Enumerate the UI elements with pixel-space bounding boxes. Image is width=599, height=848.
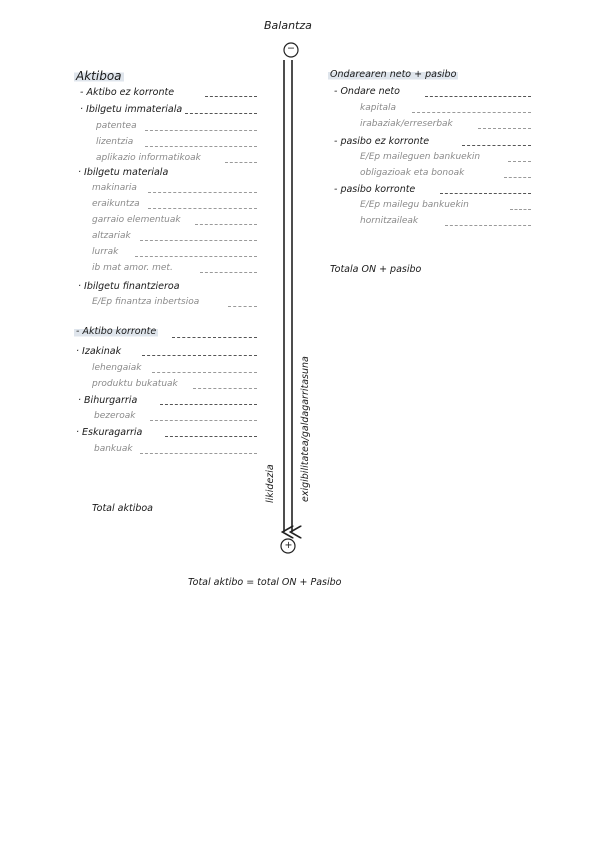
list-item: patentea: [96, 121, 137, 131]
list-item: eraikuntza: [92, 199, 140, 209]
list-item: produktu bukatuak: [92, 379, 178, 389]
inventories-label: · Izakinak: [76, 346, 122, 357]
list-item: aplikazio informatikoak: [96, 153, 201, 163]
financial-assets-label: · Ibilgetu finantzieroa: [78, 281, 180, 292]
list-item: E/Ep maileguen bankuekin: [360, 152, 481, 162]
list-item: kapitala: [360, 103, 396, 113]
current-liabilities-label: - pasibo korronte: [334, 184, 416, 195]
non-current-liabilities-label: - pasibo ez korronte: [334, 136, 430, 147]
minus-sign: −: [287, 43, 295, 54]
list-item: ib mat amor. met.: [92, 263, 173, 273]
list-item: bankuak: [94, 444, 133, 454]
list-item: lehengaiak: [92, 363, 142, 373]
exigibility-label: exigibilitatea/galdagarritasuna: [300, 356, 311, 502]
intangible-assets-label: · Ibilgetu immateriala: [80, 104, 183, 115]
cash-label: · Eskuragarria: [76, 427, 143, 438]
list-item: garraio elementuak: [92, 215, 181, 225]
list-item: makinaria: [92, 183, 137, 193]
list-item: obligazioak eta bonoak: [360, 168, 465, 178]
equity-liabilities-heading: Ondarearen neto + pasibo: [330, 69, 457, 80]
list-item: altzariak: [92, 231, 131, 241]
list-item: E/Ep mailegu bankuekin: [360, 200, 469, 210]
current-assets-label: - Aktibo korronte: [76, 326, 157, 337]
list-item: irabaziak/erreserbak: [360, 119, 453, 129]
list-item: bezeroak: [94, 411, 136, 421]
list-item: lizentzia: [96, 137, 134, 147]
liquidity-label: likidezia: [265, 464, 276, 503]
page-title: Balantza: [264, 19, 312, 32]
list-item: lurrak: [92, 247, 119, 257]
assets-heading: Aktiboa: [76, 69, 122, 83]
total-assets-label: Total aktiboa: [92, 503, 153, 514]
list-item: hornitzaileak: [360, 216, 419, 226]
total-equity-liabilities-label: Totala ON + pasibo: [330, 264, 422, 275]
receivables-label: · Bihurgarria: [78, 395, 138, 406]
list-item: E/Ep finantza inbertsioa: [92, 297, 200, 307]
balance-equation: Total aktibo = total ON + Pasibo: [188, 577, 342, 588]
non-current-assets-label: - Aktibo ez korronte: [80, 87, 175, 98]
tangible-assets-label: · Ibilgetu materiala: [78, 167, 169, 178]
plus-sign: +: [284, 540, 293, 551]
net-equity-label: - Ondare neto: [334, 86, 400, 97]
